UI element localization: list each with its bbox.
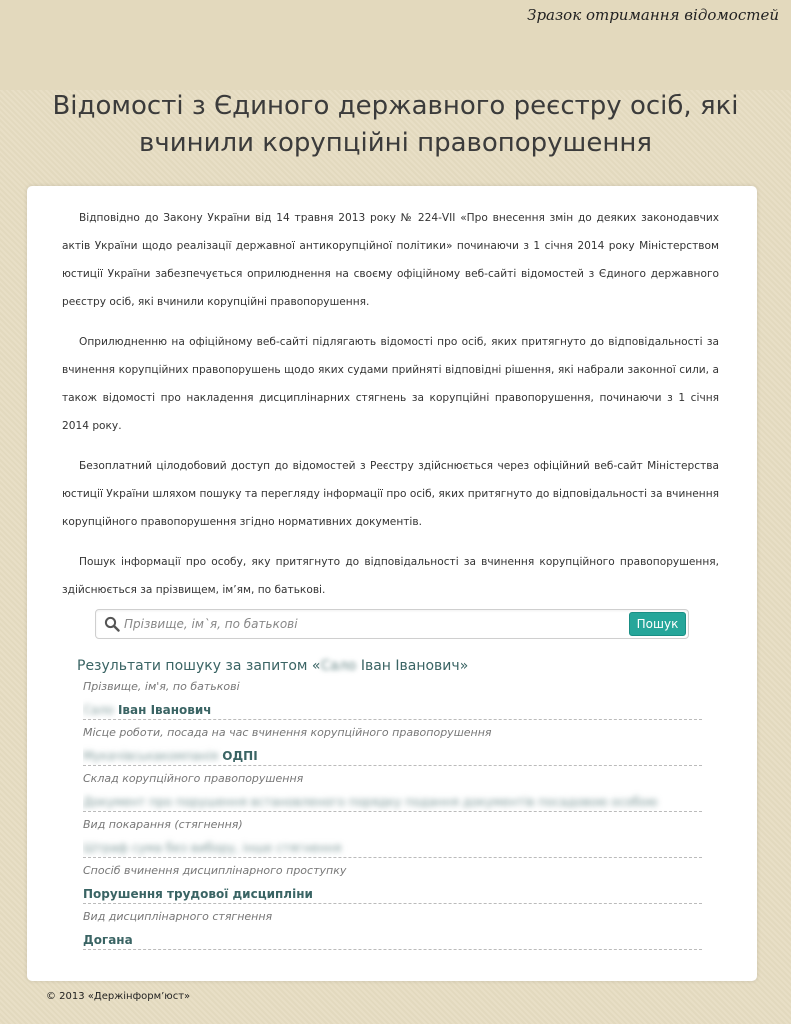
- field-label-offense: Склад корупційного правопорушення: [83, 772, 304, 785]
- page-title: Відомості з Єдиного державного реєстру осіб, які вчинили корупційні правопорушення: [52, 91, 739, 158]
- field-label-full-name: Прізвище, ім'я, по батькові: [83, 680, 240, 693]
- intro-paragraph: Безоплатний цілодобовий доступ до відомостей з Реєстру здійснюється через офіційний веб-сайт Міністерства юстиції України шляхом пошуку та перегляду інформації про осіб, яких притягнуто до відповідальності за вчинення корупційного правопорушення згідно нормативних документів.: [62, 460, 719, 528]
- value-text: ОДПІ: [222, 749, 258, 763]
- results-heading-suffix: »: [459, 658, 469, 674]
- field-value-full-name: [83, 697, 702, 720]
- field-value-disciplinary: [83, 927, 702, 950]
- field-label-disciplinary: Вид дисциплінарного стягнення: [83, 910, 273, 923]
- intro-paragraph: Оприлюдненню на офіційному веб-сайті підлягають відомості про осіб, яких притягнуто до відповідальності за вчинення корупційних правопорушень щодо яких судами прийняті відповідні рішення, які набрали законної сили, а також відомості про накладення дисциплінарних стягнень за корупційні правопорушення, починаючи з 1 січня 2014 року.: [62, 336, 719, 432]
- value-text: Догана: [83, 933, 133, 947]
- search-results: [77, 655, 702, 953]
- field-label-punishment: Вид покарання (стягнення): [83, 818, 243, 831]
- intro-text: [62, 204, 719, 616]
- content-card: [27, 186, 757, 981]
- field-value-punishment: [83, 835, 702, 858]
- redacted-surname: Сало: [320, 658, 357, 674]
- search-box: [95, 609, 689, 639]
- redacted-text: Мукачівськакомпанія: [83, 749, 219, 763]
- intro-paragraph: Пошук інформації про особу, яку притягнуто до відповідальності за вчинення корупційного правопорушення, здійснюється за прізвищем, ім’ям, по батькові.: [62, 556, 719, 596]
- footer-copyright: © 2013 «Держінформ’юст»: [46, 991, 191, 1002]
- field-value-method: [83, 881, 702, 904]
- sample-label: Зразок отримання відомостей: [527, 6, 779, 24]
- field-label-method: Спосіб вчинення дисциплінарного проступку: [83, 864, 347, 877]
- results-query: Іван Іванович: [360, 658, 460, 674]
- top-bar: [0, 0, 791, 90]
- results-heading-prefix: Результати пошуку за запитом «: [77, 658, 321, 674]
- redacted-text: Документ про порушення встановленого порядку подання документів посадовою особою: [83, 795, 658, 809]
- results-heading: [77, 655, 702, 677]
- value-text: Іван Іванович: [117, 703, 212, 717]
- intro-paragraph: Відповідно до Закону України від 14 травня 2013 року № 224-VII «Про внесення змін до деяких законодавчих актів України щодо реалізації державної антикорупційної політики» починаючи з 1 січня 2014 року Міністерством юстиції України забезпечується оприлюднення на своєму офіційному веб-сайті відомостей з Єдиного державного реєстру осіб, які вчинили корупційні правопорушення.: [62, 212, 719, 308]
- search-icon: [104, 616, 120, 632]
- redacted-text: Штраф сума без вибору, інше стягнення: [83, 841, 342, 855]
- search-input[interactable]: [124, 611, 624, 637]
- value-text: Порушення трудової дисципліни: [83, 887, 313, 901]
- field-value-workplace: [83, 743, 702, 766]
- field-label-workplace: Місце роботи, посада на час вчинення корупційного правопорушення: [83, 726, 492, 739]
- redacted-text: Сало: [83, 703, 114, 717]
- search-button[interactable]: Пошук: [629, 612, 686, 636]
- field-value-offense: [83, 789, 702, 812]
